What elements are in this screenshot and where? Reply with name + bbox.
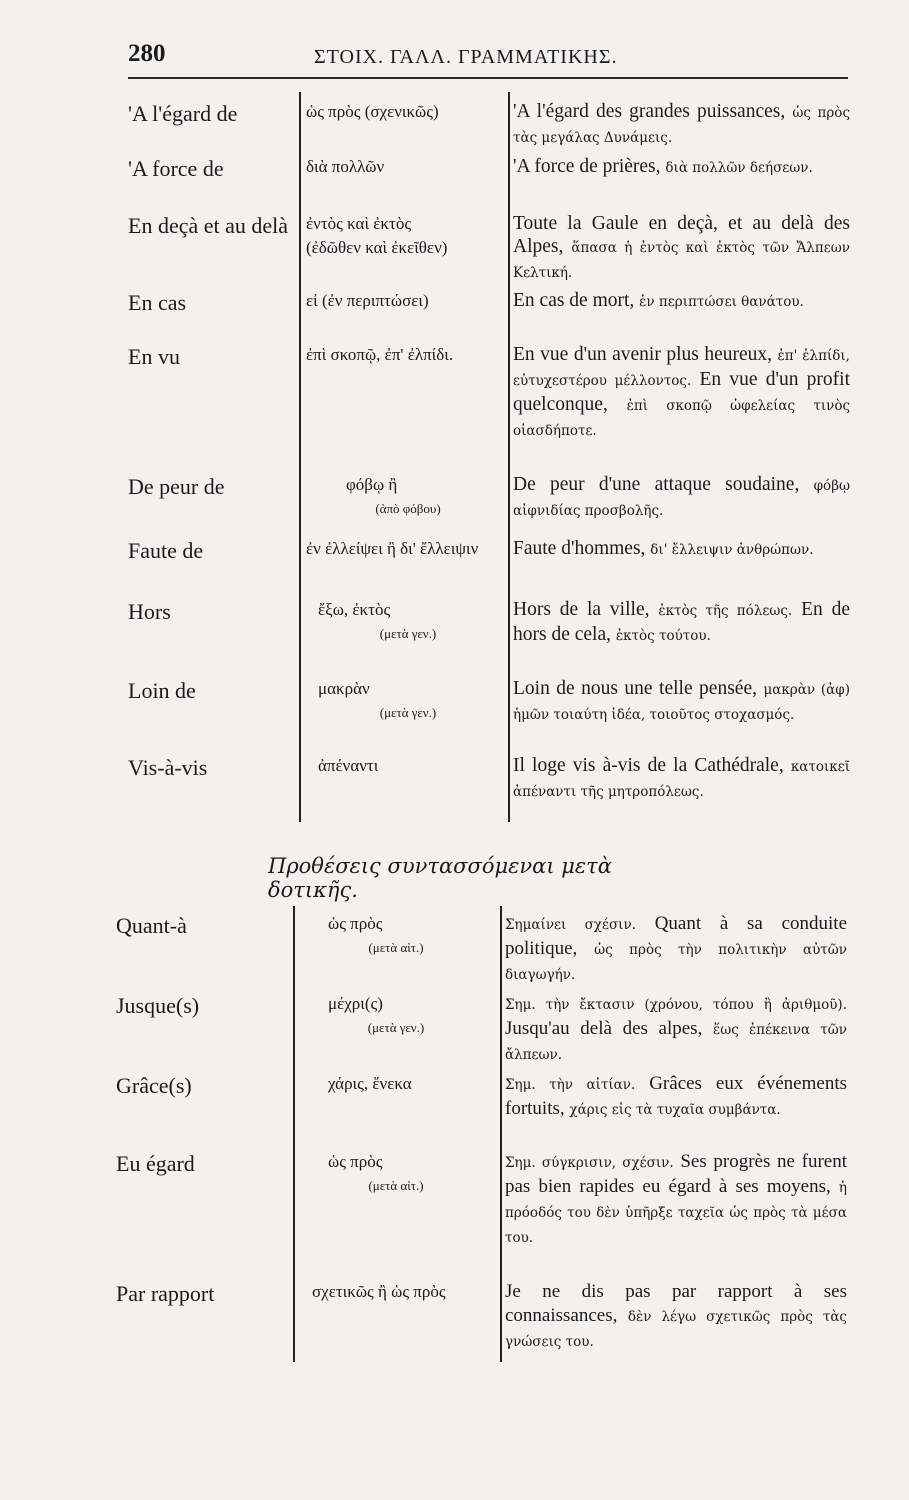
greek-equivalent: διὰ πολλῶν [306,157,385,176]
greek-equivalent: χάρις, ἕνεκα [328,1074,412,1093]
french-term: Faute de [128,538,204,563]
example-part: χάρις εἰς τὰ τυχαῖα συμβάντα. [569,1102,781,1118]
french-term: En vu [128,344,180,369]
greek-equivalent: ἐπὶ σκοπῷ, ἐπ' ἐλπίδι. [306,345,454,364]
example-part: ἕως ἐπέκεινα τῶν ἄλπεων. [505,1022,847,1063]
french-term: En deçà et au delà [128,213,289,238]
header-rule [128,77,848,79]
french-term: Quant-à [116,913,187,938]
page-number: 280 [128,40,166,67]
example-part: ὡς πρὸς τὴν πολιτικὴν αὐτῶν διαγωγήν. [505,942,847,983]
greek-equivalent: φόβῳ ἢ (ἀπὸ φόβου) [346,475,441,516]
example [505,1150,847,1250]
example [505,1280,847,1354]
french-term: Eu égard [116,1151,195,1176]
french-term: Jusque(s) [116,993,200,1018]
french-term: Loin de [128,678,196,703]
example [505,912,847,987]
french-term: 'A l'égard de [128,101,238,126]
french-term: Vis-à-vis [128,755,208,780]
greek-equivalent: ὡς πρὸς (μετὰ αἰτ.) [328,1152,424,1193]
greek-equivalent: μέχρι(ς) (μετὰ γεν.) [328,994,425,1035]
example-part: ἡ πρόοδός του δὲν ὑπῆρξε ταχεῖα ὡς πρὸς τὰ μέσα του. [505,1180,847,1246]
french-term: Par rapport [116,1281,215,1306]
example: Loin de nous une telle pensée, μακρὰν (ἀφ) ἡμῶν τοιαύτη ἰδέα, τοιοῦτος στοχασμός. [513,678,850,723]
example-part: Σημαίνει σχέσιν. [505,917,636,933]
example-part: Je ne dis pas par rapport à ses connaissances, [505,1281,847,1326]
example: Il loge vis à-vis de la Cathédrale, κατοικεῖ ἀπέναντι τῆς μητροπόλεως. [513,755,850,800]
column-rule-4 [500,906,502,1362]
example-part: Jusqu'au delà des alpes, [505,1018,713,1039]
greek-equivalent: εἰ (ἐν περιπτώσει) [306,291,429,310]
example: 'A force de prières, διὰ πολλῶν δεήσεων. [513,156,813,177]
example-part: Σημ. τὴν αἰτίαν. [505,1077,636,1093]
greek-equivalent: σχετικῶς ἢ ὡς πρὸς [312,1282,446,1301]
example: Hors de la ville, ἐκτὸς τῆς πόλεως. En de hors de cela, ἐκτὸς τούτου. [513,599,851,645]
example: En cas de mort, ἐν περιπτώσει θανάτου. [513,290,804,311]
example-part: δὲν λέγω σχετικῶς πρὸς τὰς γνώσεις του. [505,1309,847,1350]
french-term: En cas [128,290,187,315]
example [505,992,847,1067]
example-part: Σημ. τὴν ἔκτασιν (χρόνου, τόπου ἢ ἀριθμοῦ). [505,997,847,1013]
example [505,1072,847,1122]
greek-equivalent: ἐν ἐλλείψει ἢ δι' ἔλλειψιν [306,539,479,558]
french-term: Hors [128,599,171,624]
greek-equivalent: ἀπέναντι [318,756,379,775]
running-head: ΣΤΟΙΧ. ΓΑΛΛ. ΓΡΑΜΜΑΤΙΚΗΣ. [314,46,618,68]
greek-equivalent: ὡς πρὸς (μετὰ αἰτ.) [328,914,424,955]
french-term: De peur de [128,474,225,499]
french-term: 'A force de [128,156,224,181]
example: En vue d'un avenir plus heureux, ἐπ' ἐλπίδι, εὐτυχεστέρου μέλλοντος. En vue d'un profit quelconque, ἐπὶ σκοπῷ ὠφελείας τινὸς οἱασδήποτε. [513,344,851,439]
greek-equivalent: ἔξω, ἐκτὸς (μετὰ γεν.) [318,600,437,641]
example-part: Quant à sa conduite politique, [505,913,848,959]
greek-equivalent: ὡς πρὸς (σχενικῶς) [306,102,439,121]
example-part: Grâces eux événements fortuits, [505,1073,847,1119]
column-rule-3 [293,906,295,1362]
example-part: Σημ. σύγκρισιν, σχέσιν. [505,1155,674,1171]
greek-equivalent: μακρὰν (μετὰ γεν.) [318,679,437,720]
example: 'A l'égard des grandes puissances, ὡς πρὸς τὰς μεγάλας Δυνάμεις. [513,101,850,146]
greek-equivalent: ἐντὸς καὶ ἐκτὸς (ἐδῶθεν καὶ ἐκεῖθεν) [306,214,448,257]
section-title: Προθέσεις συντασσόμεναι μετὰ δοτικῆς. [268,854,612,902]
example: Faute d'hommes, δι' ἔλλειψιν ἀνθρώπων. [513,538,814,559]
example: De peur d'une attaque soudaine, φόβῳ αἰφνιδίας προσβολῆς. [513,474,851,519]
column-rule-1 [299,92,301,822]
example-part: Ses progrès ne furent pas bien rapides eu égard à ses moyens, [505,1151,847,1197]
example: Toute la Gaule en deçà, et au delà des Alpes, ἅπασα ἡ ἐντὸς καὶ ἐκτὸς τῶν Ἄλπεων Κελτική. [513,213,851,281]
french-term: Grâce(s) [116,1073,192,1098]
